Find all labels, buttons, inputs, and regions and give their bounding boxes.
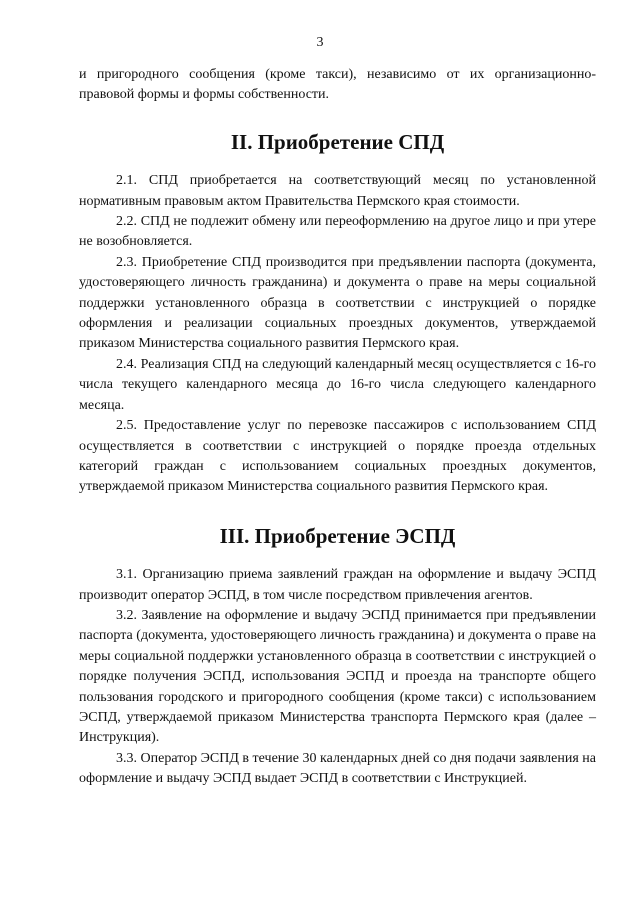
paragraph-2-1: 2.1. СПД приобретается на соответствующий месяц по установленной нормативным правовым актом Правительства Пермского края стоимости. [79, 173, 596, 209]
section-2-heading: II. Приобретение СПД [230, 129, 445, 154]
paragraph-2-4: 2.4. Реализация СПД на следующий календарный месяц осуществляется с 16-го числа текущего календарного месяца до 16-го числа следующего календарного месяца. [79, 356, 596, 413]
paragraph-3-2: 3.2. Заявление на оформление и выдачу ЭСПД принимается при предъявлении паспорта (документа, удостоверяющего личность гражданина) и документа о праве на меры социальной поддержки установленного образца в соответствии с инструкцией о порядке получения ЭСПД, использования ЭСПД и проезда на транспорте общего пользования городского и пригородного сообщения (кроме такси) с использованием ЭСПД, утверждаемой приказом Министерства транспорта Пермского края (далее – Инструкция). [79, 607, 596, 746]
document-body [79, 65, 596, 790]
paragraph-3-3: 3.3. Оператор ЭСПД в течение 30 календарных дней со дня подачи заявления на оформление и выдачу ЭСПД выдает ЭСПД в соответствии с Инструкцией. [79, 750, 596, 787]
paragraph-3-1: 3.1. Организацию приема заявлений граждан на оформление и выдачу ЭСПД производит оператор ЭСПД, в том числе посредством привлечения агентов. [79, 567, 596, 603]
section-3-heading: III. Приобретение ЭСПД [219, 523, 456, 548]
intro-paragraph: и пригородного сообщения (кроме такси), независимо от их организационно-правовой формы и формы собственности. [79, 67, 596, 103]
paragraph-2-2: 2.2. СПД не подлежит обмену или переоформлению на другое лицо и при утере не возобновляется. [79, 214, 596, 250]
page-number: 3 [316, 35, 324, 50]
paragraph-2-5: 2.5. Предоставление услуг по перевозке пассажиров с использованием СПД осуществляется в соответствии с инструкцией о порядке проезда отдельных категорий граждан с использованием социальных проездных документов, утверждаемой приказом Министерства социального развития Пермского края. [79, 418, 596, 495]
paragraph-2-3: 2.3. Приобретение СПД производится при предъявлении паспорта (документа, удостоверяющего личность гражданина) и документа о праве на меры социальной поддержки установленного образца в соответствии с инструкцией о порядке оформления и реализации социальных проездных документов, утверждаемой приказом Министерства социального развития Пермского края. [79, 254, 596, 352]
